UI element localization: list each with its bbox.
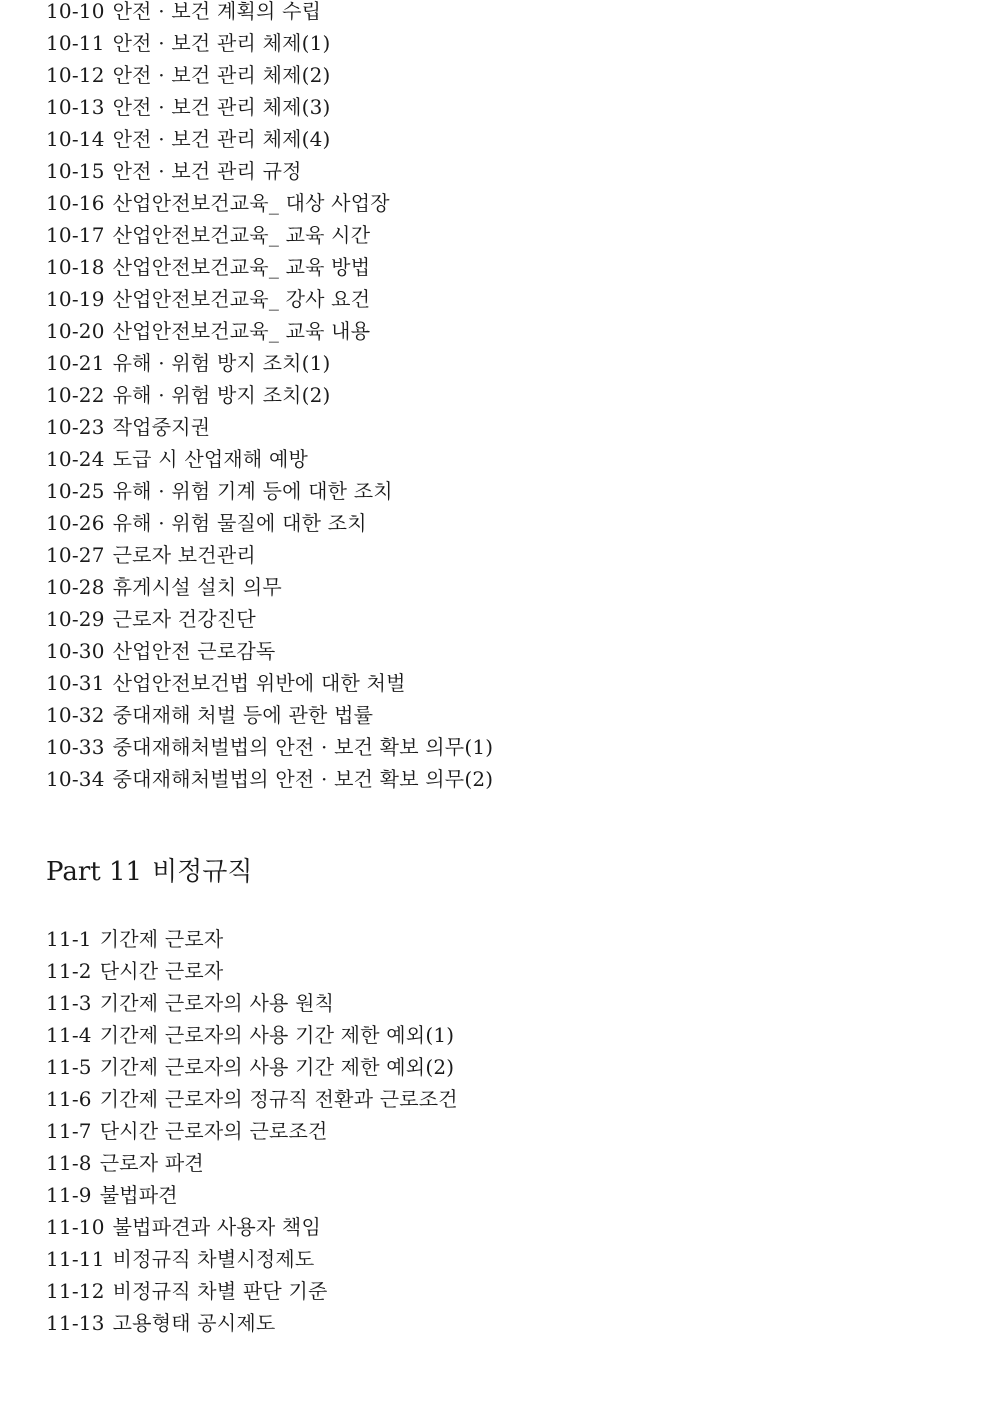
entry-title: 중대재해 처벌 등에 관한 법률 (112, 703, 374, 727)
entry-title: 안전 · 보건 관리 체제(4) (112, 127, 331, 151)
entry-title: 비정규직 차별시정제도 (112, 1247, 315, 1271)
toc-entry[interactable] (46, 476, 946, 508)
entry-number: 10-22 (46, 383, 105, 407)
entry-number: 10-28 (46, 575, 105, 599)
toc-entry[interactable] (46, 572, 946, 604)
entry-title: 비정규직 차별 판단 기준 (112, 1279, 328, 1303)
entry-title: 유해 · 위험 방지 조치(1) (112, 351, 331, 375)
entry-title: 산업안전보건교육_ 교육 내용 (112, 319, 371, 343)
entry-number: 11-8 (46, 1151, 92, 1175)
entry-number: 11-11 (46, 1247, 105, 1271)
entry-number: 10-11 (46, 31, 105, 55)
toc-entry[interactable] (46, 636, 946, 668)
section-11-list (46, 924, 946, 1340)
toc-entry[interactable] (46, 1244, 946, 1276)
entry-number: 10-24 (46, 447, 105, 471)
toc-entry[interactable] (46, 316, 946, 348)
part-11-heading (46, 854, 946, 890)
entry-number: 10-13 (46, 95, 105, 119)
entry-title: 산업안전 근로감독 (112, 639, 276, 663)
entry-number: 10-27 (46, 543, 105, 567)
toc-entry[interactable] (46, 28, 946, 60)
toc-entry[interactable] (46, 0, 946, 28)
entry-title: 불법파견과 사용자 책임 (112, 1215, 321, 1239)
toc-entry[interactable] (46, 220, 946, 252)
entry-title: 근로자 건강진단 (112, 607, 256, 631)
entry-number: 10-10 (46, 0, 105, 23)
entry-number: 10-31 (46, 671, 105, 695)
entry-number: 10-26 (46, 511, 105, 535)
entry-number: 10-30 (46, 639, 105, 663)
entry-title: 안전 · 보건 계획의 수립 (112, 0, 322, 23)
entry-number: 11-6 (46, 1087, 92, 1111)
entry-title: 유해 · 위험 기계 등에 대한 조치 (112, 479, 393, 503)
toc-entry[interactable] (46, 252, 946, 284)
entry-number: 10-17 (46, 223, 105, 247)
entry-number: 10-20 (46, 319, 105, 343)
entry-title: 산업안전보건교육_ 교육 시간 (112, 223, 371, 247)
entry-title: 안전 · 보건 관리 체제(1) (112, 31, 331, 55)
toc-entry[interactable] (46, 1276, 946, 1308)
entry-number: 11-4 (46, 1023, 92, 1047)
entry-number: 10-34 (46, 767, 105, 791)
entry-title: 유해 · 위험 방지 조치(2) (112, 383, 331, 407)
part-title: 비정규직 (152, 857, 253, 887)
entry-number: 11-9 (46, 1183, 92, 1207)
entry-title: 작업중지권 (112, 415, 211, 439)
toc-entry[interactable] (46, 924, 946, 956)
toc-entry[interactable] (46, 732, 946, 764)
toc-entry[interactable] (46, 156, 946, 188)
entry-number: 10-32 (46, 703, 105, 727)
table-of-contents (46, 0, 946, 1340)
entry-number: 11-13 (46, 1311, 105, 1335)
toc-entry[interactable] (46, 956, 946, 988)
toc-entry[interactable] (46, 668, 946, 700)
entry-number: 10-25 (46, 479, 105, 503)
toc-entry[interactable] (46, 444, 946, 476)
entry-number: 11-5 (46, 1055, 92, 1079)
entry-number: 11-1 (46, 927, 92, 951)
entry-title: 기간제 근로자의 정규직 전환과 근로조건 (99, 1087, 458, 1111)
entry-number: 10-16 (46, 191, 105, 215)
entry-number: 10-19 (46, 287, 105, 311)
entry-title: 산업안전보건법 위반에 대한 처벌 (112, 671, 406, 695)
entry-title: 휴게시설 설치 의무 (112, 575, 282, 599)
toc-entry[interactable] (46, 540, 946, 572)
entry-title: 안전 · 보건 관리 규정 (112, 159, 302, 183)
entry-number: 11-2 (46, 959, 92, 983)
entry-title: 단시간 근로자 (99, 959, 224, 983)
entry-title: 안전 · 보건 관리 체제(2) (112, 63, 331, 87)
toc-entry[interactable] (46, 988, 946, 1020)
entry-title: 고용형태 공시제도 (112, 1311, 276, 1335)
toc-entry[interactable] (46, 348, 946, 380)
entry-number: 10-23 (46, 415, 105, 439)
entry-title: 중대재해처벌법의 안전 · 보건 확보 의무(1) (112, 735, 494, 759)
entry-title: 단시간 근로자의 근로조건 (99, 1119, 328, 1143)
toc-entry[interactable] (46, 1308, 946, 1340)
entry-title: 불법파견 (99, 1183, 178, 1207)
toc-entry[interactable] (46, 188, 946, 220)
toc-entry[interactable] (46, 1052, 946, 1084)
toc-entry[interactable] (46, 508, 946, 540)
toc-entry[interactable] (46, 284, 946, 316)
entry-number: 10-12 (46, 63, 105, 87)
entry-title: 중대재해처벌법의 안전 · 보건 확보 의무(2) (112, 767, 494, 791)
toc-entry[interactable] (46, 764, 946, 796)
entry-title: 유해 · 위험 물질에 대한 조치 (112, 511, 367, 535)
toc-entry[interactable] (46, 60, 946, 92)
entry-title: 산업안전보건교육_ 교육 방법 (112, 255, 371, 279)
entry-number: 10-14 (46, 127, 105, 151)
toc-entry[interactable] (46, 700, 946, 732)
entry-number: 10-15 (46, 159, 105, 183)
entry-title: 도급 시 산업재해 예방 (112, 447, 309, 471)
entry-title: 근로자 파견 (99, 1151, 204, 1175)
entry-title: 기간제 근로자의 사용 원칙 (99, 991, 335, 1015)
entry-number: 10-21 (46, 351, 105, 375)
toc-entry[interactable] (46, 380, 946, 412)
entry-number: 10-33 (46, 735, 105, 759)
toc-entry[interactable] (46, 1180, 946, 1212)
entry-number: 11-12 (46, 1279, 105, 1303)
entry-number: 11-10 (46, 1215, 105, 1239)
toc-entry[interactable] (46, 92, 946, 124)
entry-number: 11-3 (46, 991, 92, 1015)
toc-entry[interactable] (46, 1116, 946, 1148)
entry-title: 기간제 근로자의 사용 기간 제한 예외(2) (99, 1055, 455, 1079)
entry-title: 기간제 근로자의 사용 기간 제한 예외(1) (99, 1023, 455, 1047)
toc-entry[interactable] (46, 1212, 946, 1244)
section-10-list (46, 0, 946, 796)
toc-entry[interactable] (46, 604, 946, 636)
part-label: Part 11 (46, 857, 143, 887)
entry-title: 산업안전보건교육_ 대상 사업장 (112, 191, 390, 215)
entry-title: 기간제 근로자 (99, 927, 224, 951)
toc-entry[interactable] (46, 124, 946, 156)
toc-entry[interactable] (46, 1020, 946, 1052)
entry-title: 안전 · 보건 관리 체제(3) (112, 95, 331, 119)
toc-entry[interactable] (46, 1148, 946, 1180)
entry-title: 산업안전보건교육_ 강사 요건 (112, 287, 371, 311)
entry-number: 10-18 (46, 255, 105, 279)
toc-entry[interactable] (46, 1084, 946, 1116)
entry-title: 근로자 보건관리 (112, 543, 256, 567)
entry-number: 11-7 (46, 1119, 92, 1143)
toc-entry[interactable] (46, 412, 946, 444)
entry-number: 10-29 (46, 607, 105, 631)
